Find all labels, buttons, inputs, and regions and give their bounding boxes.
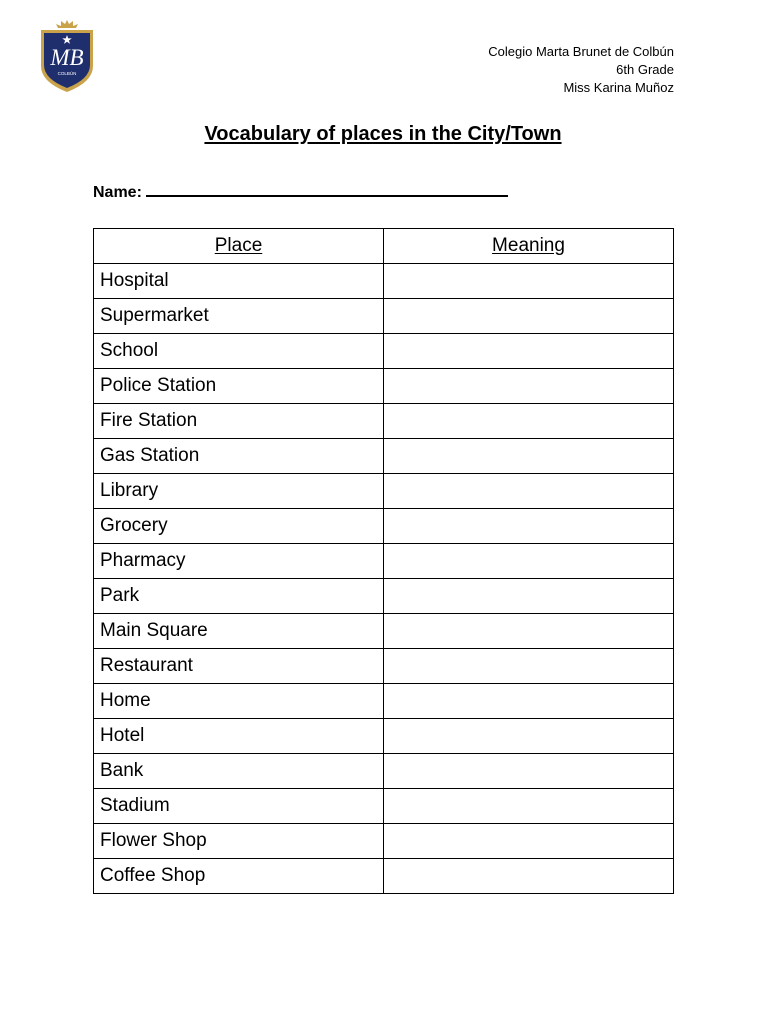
meaning-cell[interactable]: [384, 579, 674, 614]
name-label: Name:: [93, 184, 142, 201]
school-name: Colegio Marta Brunet de Colbún: [488, 44, 674, 59]
table-body: [94, 264, 674, 894]
place-cell: Park: [94, 579, 384, 614]
place-cell: Home: [94, 684, 384, 719]
place-cell: Coffee Shop: [94, 859, 384, 894]
table-row: [94, 859, 674, 894]
table-row: [94, 824, 674, 859]
column-header-meaning: Meaning: [384, 229, 674, 264]
name-row: [93, 179, 508, 204]
meaning-cell[interactable]: [384, 754, 674, 789]
logo-monogram: MB: [50, 45, 84, 70]
school-info: [488, 43, 674, 97]
table-header-row: [94, 229, 674, 264]
meaning-cell[interactable]: [384, 509, 674, 544]
meaning-cell[interactable]: [384, 404, 674, 439]
place-cell: School: [94, 334, 384, 369]
meaning-cell[interactable]: [384, 474, 674, 509]
place-cell: Pharmacy: [94, 544, 384, 579]
meaning-cell[interactable]: [384, 264, 674, 299]
meaning-cell[interactable]: [384, 824, 674, 859]
table-row: [94, 719, 674, 754]
table-row: [94, 684, 674, 719]
place-cell: Hospital: [94, 264, 384, 299]
table-row: [94, 509, 674, 544]
meaning-cell[interactable]: [384, 789, 674, 824]
page-title: Vocabulary of places in the City/Town: [204, 123, 562, 145]
place-cell: Restaurant: [94, 649, 384, 684]
table-row: [94, 474, 674, 509]
meaning-cell[interactable]: [384, 859, 674, 894]
place-cell: Supermarket: [94, 299, 384, 334]
name-field[interactable]: [146, 179, 508, 197]
meaning-cell[interactable]: [384, 299, 674, 334]
table-row: [94, 614, 674, 649]
meaning-cell[interactable]: [384, 544, 674, 579]
meaning-cell[interactable]: [384, 684, 674, 719]
column-header-place: Place: [94, 229, 384, 264]
grade: 6th Grade: [616, 62, 674, 77]
vocabulary-table: [93, 228, 674, 894]
place-cell: Grocery: [94, 509, 384, 544]
table-row: [94, 369, 674, 404]
table-row: [94, 544, 674, 579]
table-row: [94, 754, 674, 789]
table-row: [94, 649, 674, 684]
place-cell: Flower Shop: [94, 824, 384, 859]
place-cell: Bank: [94, 754, 384, 789]
place-cell: Library: [94, 474, 384, 509]
teacher-name: Miss Karina Muñoz: [563, 80, 674, 95]
place-cell: Fire Station: [94, 404, 384, 439]
place-cell: Main Square: [94, 614, 384, 649]
table-row: [94, 579, 674, 614]
table-row: [94, 299, 674, 334]
meaning-cell[interactable]: [384, 614, 674, 649]
meaning-cell[interactable]: [384, 369, 674, 404]
place-cell: Gas Station: [94, 439, 384, 474]
table-row: [94, 264, 674, 299]
table-row: [94, 789, 674, 824]
meaning-cell[interactable]: [384, 649, 674, 684]
meaning-cell[interactable]: [384, 719, 674, 754]
table-row: [94, 404, 674, 439]
school-logo: [38, 18, 96, 94]
place-cell: Hotel: [94, 719, 384, 754]
logo-subtext: COLBÚN: [57, 71, 77, 76]
place-cell: Stadium: [94, 789, 384, 824]
meaning-cell[interactable]: [384, 334, 674, 369]
meaning-cell[interactable]: [384, 439, 674, 474]
table-row: [94, 334, 674, 369]
table-row: [94, 439, 674, 474]
place-cell: Police Station: [94, 369, 384, 404]
